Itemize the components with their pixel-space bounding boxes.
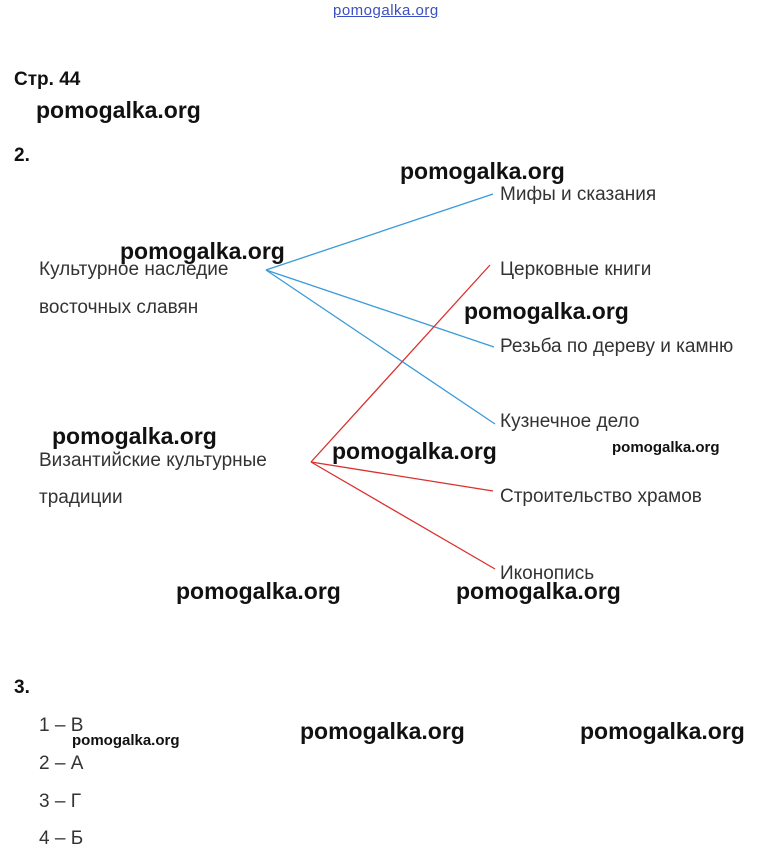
watermark: pomogalka.org [332,438,497,464]
link-slavic-carving [266,270,494,347]
watermark: pomogalka.org [52,423,217,449]
answer-2: 2 – А [39,753,84,774]
watermark: pomogalka.org [120,238,285,264]
watermark: pomogalka.org [456,578,621,604]
task-3-number: 3. [14,677,30,698]
left-node-slavic-line2: восточных славян [39,297,199,318]
task-2-number: 2. [14,145,30,166]
watermark: pomogalka.org [176,578,341,604]
right-node-temples: Строительство храмов [500,486,702,507]
answer-1: 1 – В [39,715,84,736]
left-node-byzantine-line2: традиции [39,487,123,508]
right-node-church-books: Церковные книги [500,259,652,280]
site-link[interactable]: pomogalka.org [333,2,439,19]
page-label: Стр. 44 [14,69,81,90]
watermark: pomogalka.org [72,732,180,749]
link-slavic-smithing [266,270,495,424]
answer-3: 3 – Г [39,791,81,812]
watermark: pomogalka.org [612,439,720,456]
right-node-smithing: Кузнечное дело [500,411,640,432]
link-slavic-myths [266,194,493,270]
left-node-slavic-line1: Культурное наследие [39,259,229,280]
watermark: pomogalka.org [36,97,201,123]
answer-4: 4 – Б [39,828,84,849]
watermark: pomogalka.org [464,298,629,324]
right-node-myths: Мифы и сказания [500,184,657,205]
right-node-icons: Иконопись [500,563,595,584]
link-byz-temples [311,462,493,491]
left-node-byzantine-line1: Византийские культурные [39,450,267,471]
watermark: pomogalka.org [400,158,565,184]
watermark: pomogalka.org [300,718,465,744]
slavic-connections [266,194,495,424]
watermark: pomogalka.org [580,718,745,744]
link-byz-icons [311,462,495,569]
right-node-carving: Резьба по дереву и камню [500,336,734,357]
